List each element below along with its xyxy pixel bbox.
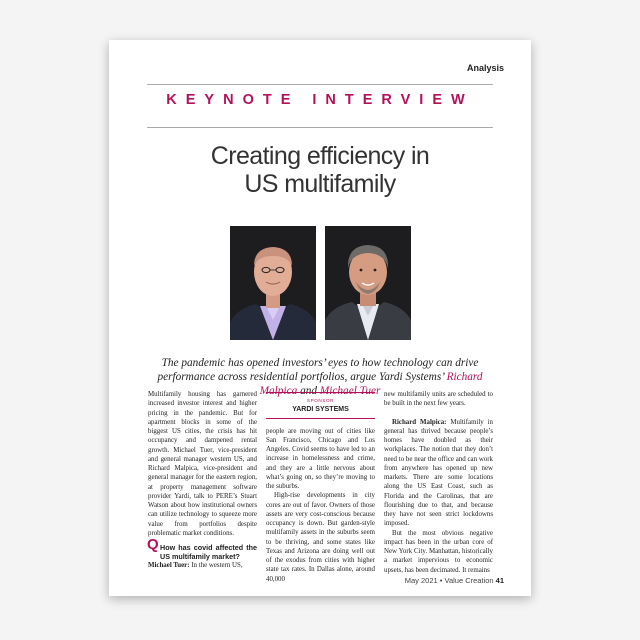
article-column-2 xyxy=(266,390,375,584)
issue-date: May 2021 xyxy=(404,576,438,585)
publication-name: Value Creation xyxy=(444,576,494,585)
paragraph: High-rise developments in city cores are out of favor. Owners of those assets are very cost-conscious because occupancy is down. But garden-style multifamily assets in the suburbs seem to be thriving, and some states like Texas and Arizona are doing well out of the exodus from cities with higher state tax rates. In Dallas alone, around 40,000 xyxy=(266,492,375,583)
speaker-name: Michael Tuer: xyxy=(148,562,190,570)
article-column-1 xyxy=(148,390,257,570)
article-column-3 xyxy=(384,390,493,575)
question-heading xyxy=(147,536,257,561)
footer-bullet: • xyxy=(439,576,443,585)
headline-line-2: US multifamily xyxy=(244,170,396,198)
section-label: Analysis xyxy=(466,63,504,73)
portrait-richard-malpica xyxy=(230,226,316,340)
sponsor-name: YARDI SYSTEMS xyxy=(292,406,349,414)
answer-paragraph xyxy=(384,418,493,529)
sponsor-label: SPONSOR xyxy=(306,398,335,403)
magazine-page xyxy=(109,40,531,596)
kicker-rule xyxy=(147,127,493,128)
speaker-name: Richard Malpica: xyxy=(392,418,447,426)
paragraph: But the most obvious negative impact has been in the urban core of New York City. Manhattan, historically a market impervious to economic upsets, has been decimated. It remains xyxy=(384,529,493,574)
kicker: KEYNOTE INTERVIEW xyxy=(166,92,474,108)
question-mark-letter: Q xyxy=(147,536,159,553)
standfirst-name-2: Michael Tuer xyxy=(319,385,381,397)
standfirst-text: The pandemic has opened investors’ eyes to how technology can drive performance across residential portfolios, argue Yardi Systems’ xyxy=(157,357,479,383)
sponsor-box xyxy=(266,392,375,419)
intro-paragraph: Multifamily housing has garnered increased investor interest and higher pricing in the pandemic. But for apartment blocks in some of the biggest US cities, the crisis has hit occupancy and dampened rental growth. Michael Tuer, vice-president and general manager western US, and Richard Malpica, vice-president and general manager for the eastern region, at property management software provider Yardi, talk to PERE’s Stuart Watson about how institutional owners can utilize technology to squeeze more value from portfolios despite problematic market conditions. xyxy=(148,391,257,537)
page-number: 41 xyxy=(495,576,504,585)
answer-paragraph xyxy=(148,561,257,570)
standfirst-and: and xyxy=(297,385,320,397)
top-rule xyxy=(147,84,493,85)
standfirst-name-1: Richard Malpica xyxy=(259,371,483,397)
paragraph: new multifamily units are scheduled to be built in the next few years. xyxy=(384,391,493,408)
portrait-michael-tuer xyxy=(325,226,411,340)
question-text: How has covid affected the US multifamily market? xyxy=(160,543,257,561)
answer-text: Multifamily in general has thrived because people’s homes have doubled as their workplaces. The notion that they don’t need to be near the office and can work from anywhere has opened up new markets. There are some locations along the US East Coast, such as Florida and the Carolinas, that are flourishing due to that, and because they have not seen strict lockdowns imposed. xyxy=(384,418,494,528)
paragraph: people are moving out of cities like San Francisco, Chicago and Los Angeles. Covid seems to have led to an increase in homelessness and crime, and they are a little nervous about what’s going on, so they’re moving to the suburbs. xyxy=(266,427,375,490)
headline-line-1: Creating efficiency in xyxy=(210,142,430,170)
answer-text: In the western US, xyxy=(189,562,243,570)
page-footer xyxy=(405,576,504,585)
headline xyxy=(109,142,531,198)
